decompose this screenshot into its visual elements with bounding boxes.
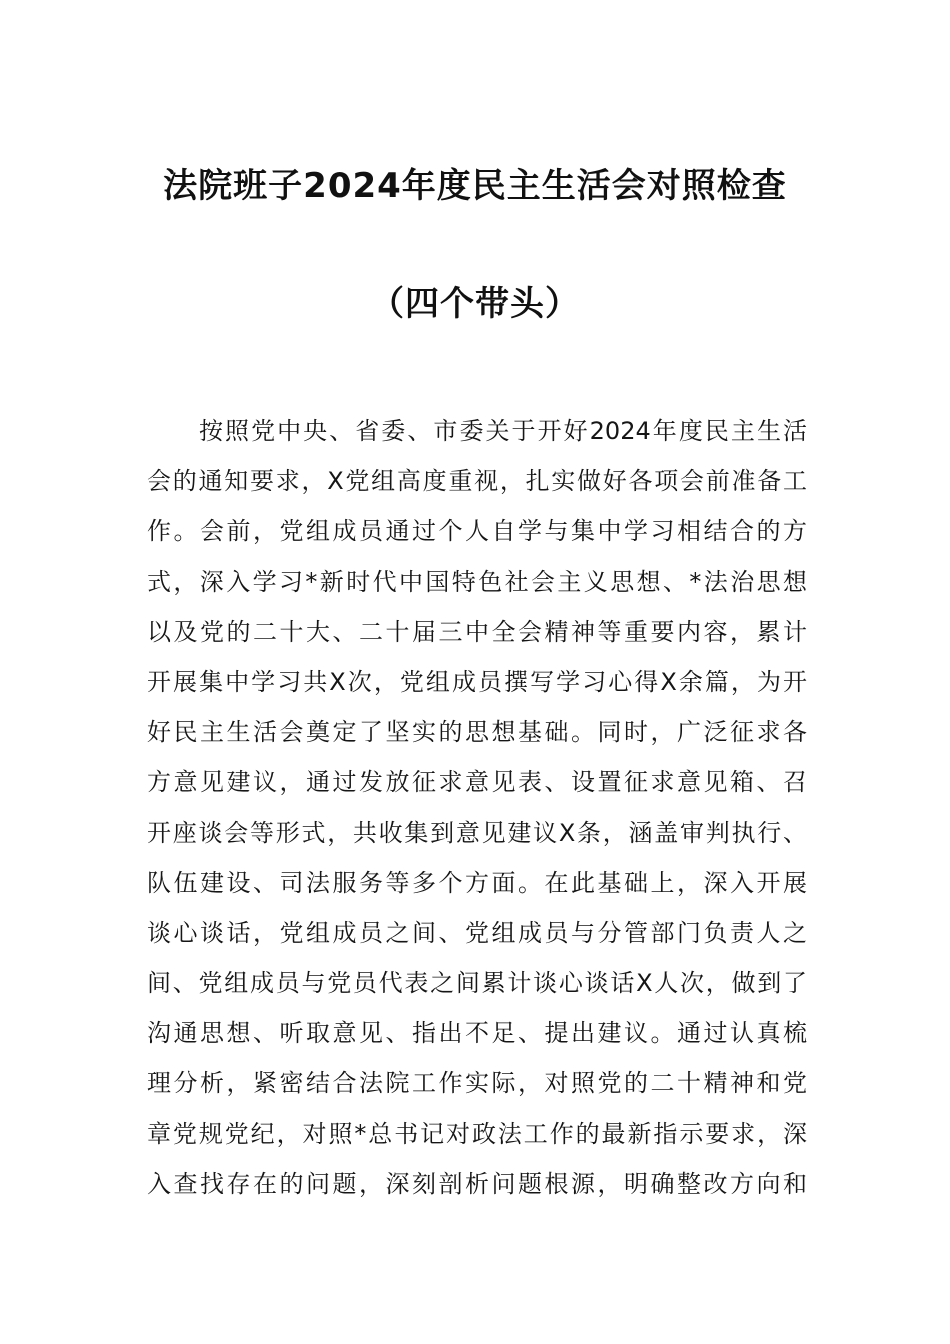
body-paragraph bbox=[147, 410, 807, 1213]
paragraph-line: 以及党的二十大、二十届三中全会精神等重要内容，累计 bbox=[147, 617, 807, 646]
paragraph-line: 沟通思想、听取意见、指出不足、提出建议。通过认真梳 bbox=[147, 1019, 807, 1048]
paragraph-line: 开座谈会等形式，共收集到意见建议X条，涵盖审判执行、 bbox=[147, 818, 807, 847]
paragraph-line: 理分析，紧密结合法院工作实际，对照党的二十精神和党 bbox=[147, 1069, 807, 1098]
paragraph-line: 谈心谈话，党组成员之间、党组成员与分管部门负责人之 bbox=[147, 918, 807, 947]
paragraph-line: 作。会前，党组成员通过个人自学与集中学习相结合的方 bbox=[147, 517, 807, 546]
document-title: 法院班子2024年度民主生活会对照检查 bbox=[163, 166, 787, 206]
paragraph-line: 间、党组成员与党员代表之间累计谈心谈话X人次，做到了 bbox=[147, 969, 807, 998]
paragraph-line: 式，深入学习*新时代中国特色社会主义思想、*法治思想 bbox=[147, 567, 807, 596]
paragraph-line: 方意见建议，通过发放征求意见表、设置征求意见箱、召 bbox=[147, 768, 807, 797]
paragraph-line: 好民主生活会奠定了坚实的思想基础。同时，广泛征求各 bbox=[147, 718, 807, 747]
paragraph-line: 队伍建设、司法服务等多个方面。在此基础上，深入开展 bbox=[147, 868, 807, 897]
paragraph-line: 入查找存在的问题，深刻剖析问题根源，明确整改方向和 bbox=[147, 1169, 807, 1198]
document-subtitle: （四个带头） bbox=[370, 284, 580, 324]
paragraph-line: 开展集中学习共X次，党组成员撰写学习心得X余篇，为开 bbox=[147, 667, 807, 696]
paragraph-line: 会的通知要求，X党组高度重视，扎实做好各项会前准备工 bbox=[147, 467, 807, 496]
paragraph-line: 章党规党纪，对照*总书记对政法工作的最新指示要求，深 bbox=[147, 1119, 807, 1148]
paragraph-line: 按照党中央、省委、市委关于开好2024年度民主生活 bbox=[199, 417, 807, 445]
